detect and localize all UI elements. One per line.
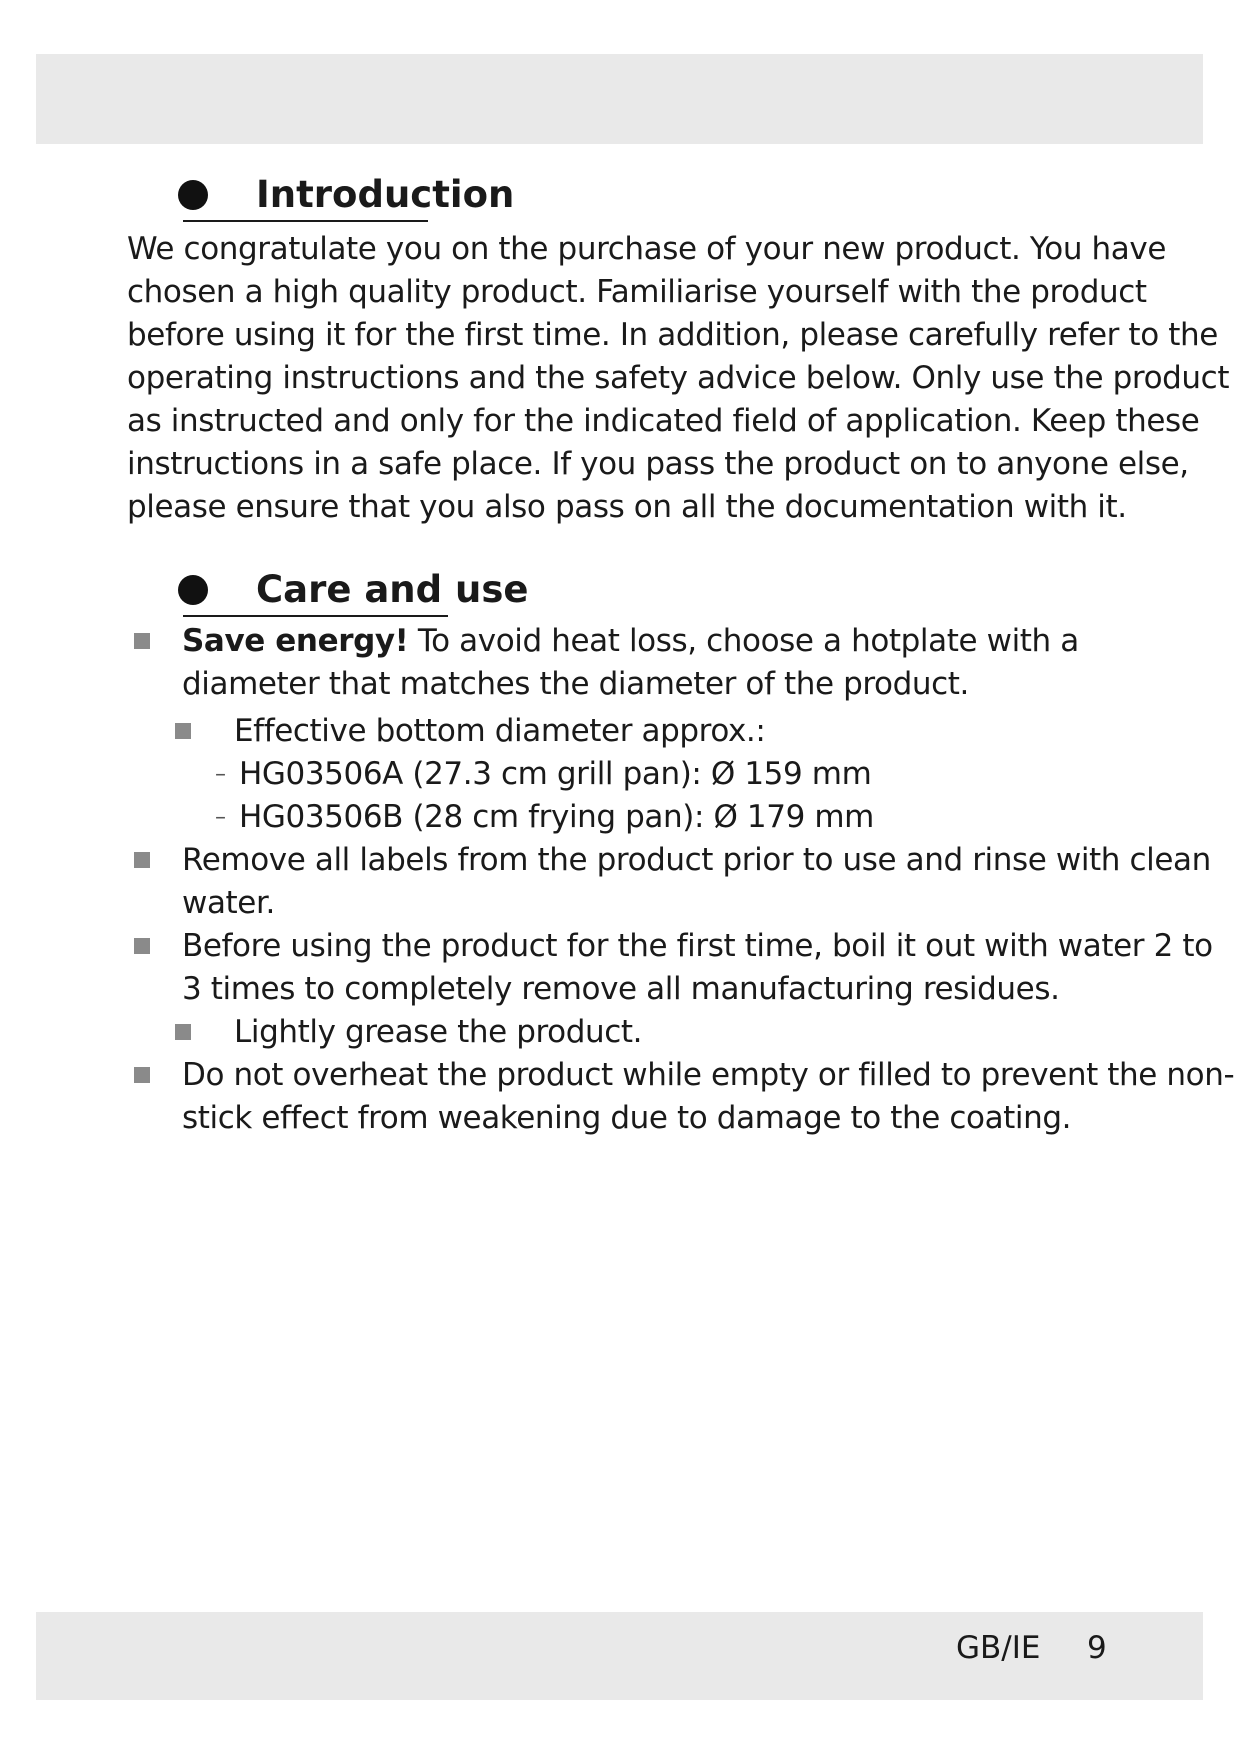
paragraph-line: as instructed and only for the indicated field of application. Keep these (127, 403, 1200, 439)
header-band (36, 54, 1203, 144)
paragraph-line: chosen a high quality product. Familiarise yourself with the product (127, 274, 1147, 310)
page-number: 9 (1087, 1630, 1107, 1666)
save-energy-label: Save energy! (182, 623, 409, 659)
dash-bullet-icon: – (215, 805, 226, 830)
list-item-text: Before using the product for the first time, boil it out with water 2 to (182, 928, 1213, 964)
sub-list-item (234, 710, 765, 753)
introduction-paragraph (127, 228, 1230, 529)
list-item-text: water. (182, 885, 275, 921)
bullet-dot-icon (178, 180, 208, 210)
dash-item-text: HG03506B (28 cm frying pan): Ø 179 mm (239, 799, 874, 835)
list-item-text: Do not overheat the product while empty or filled to prevent the non- (182, 1057, 1235, 1093)
sub-list-item (234, 1011, 642, 1054)
list-item-text: Remove all labels from the product prior to use and rinse with clean (182, 842, 1211, 878)
dash-list-item (239, 753, 871, 796)
paragraph-line: please ensure that you also pass on all the documentation with it. (127, 489, 1127, 525)
heading-underline (183, 220, 428, 222)
introduction-title: Introduction (256, 173, 515, 216)
list-item-text: stick effect from weakening due to damage to the coating. (182, 1100, 1072, 1136)
list-item-text: To avoid heat loss, choose a hotplate with a (408, 623, 1079, 659)
paragraph-line: before using it for the first time. In addition, please carefully refer to the (127, 317, 1218, 353)
square-bullet-icon (134, 1067, 150, 1083)
square-bullet-icon (175, 1024, 191, 1040)
paragraph-line: We congratulate you on the purchase of your new product. You have (127, 231, 1167, 267)
dash-bullet-icon: – (215, 762, 226, 787)
care-and-use-title: Care and use (256, 568, 529, 611)
list-item-text: diameter that matches the diameter of the product. (182, 666, 969, 702)
paragraph-line: operating instructions and the safety advice below. Only use the product (127, 360, 1230, 396)
list-item (182, 925, 1213, 1011)
square-bullet-icon (134, 633, 150, 649)
list-item (182, 1054, 1234, 1140)
heading-underline (183, 615, 448, 617)
square-bullet-icon (134, 938, 150, 954)
paragraph-line: instructions in a safe place. If you pass the product on to anyone else, (127, 446, 1189, 482)
list-item-save-energy (182, 620, 1079, 706)
footer-language: GB/IE (956, 1630, 1041, 1666)
sub-list-item-text: Lightly grease the product. (234, 1014, 643, 1050)
dash-list-item (239, 796, 874, 839)
square-bullet-icon (175, 723, 191, 739)
dash-item-text: HG03506A (27.3 cm grill pan): Ø 159 mm (239, 756, 872, 792)
square-bullet-icon (134, 852, 150, 868)
bullet-dot-icon (178, 575, 208, 605)
sub-list-item-text: Effective bottom diameter approx.: (234, 713, 766, 749)
list-item-text: 3 times to completely remove all manufacturing residues. (182, 971, 1060, 1007)
list-item (182, 839, 1211, 925)
